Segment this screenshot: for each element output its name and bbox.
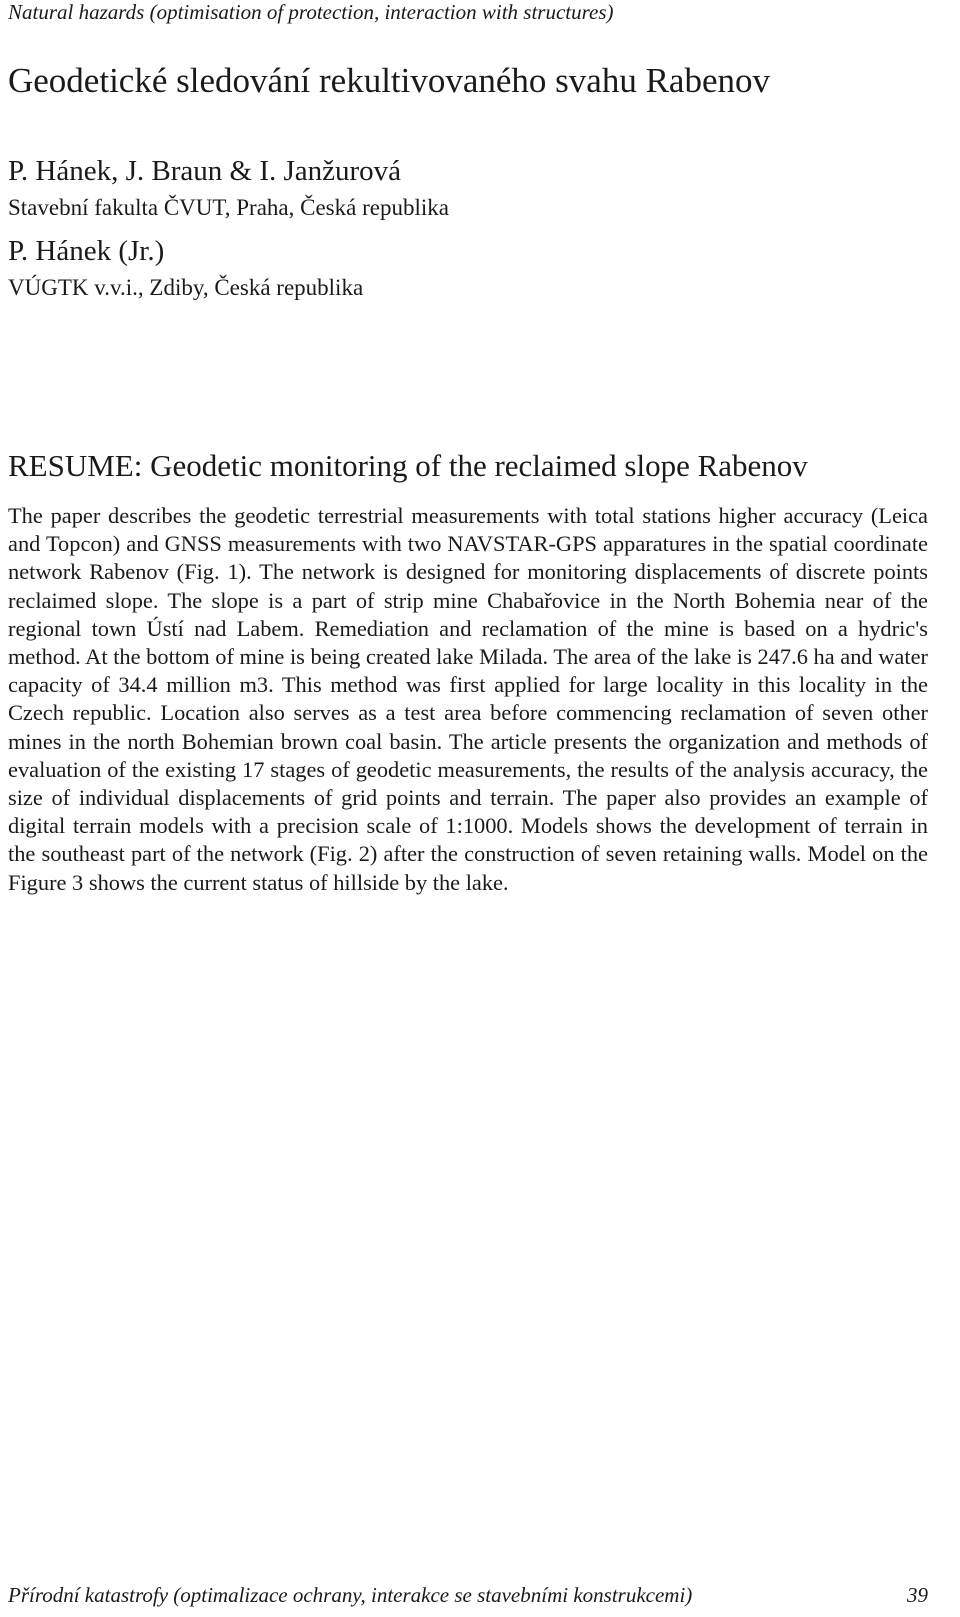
author-affiliation-1: Stavební fakulta ČVUT, Praha, Česká republika xyxy=(8,195,449,220)
author-names-1: P. Hánek, J. Braun & I. Janžurová xyxy=(8,155,402,187)
running-head: Natural hazards (optimisation of protection, interaction with structures) xyxy=(8,0,614,24)
paper-title: Geodetické sledování rekultivovaného svahu Rabenov xyxy=(8,61,771,100)
author-names-2: P. Hánek (Jr.) xyxy=(8,235,165,267)
resume-text: The paper describes the geodetic terrestrial measurements with total stations higher accuracy (Leica and Topcon) and GNSS measurements with two NAVSTAR-GPS apparatures in the spatial coordinate network Rabenov (Fig. 1). The network is designed for monitoring displacements of discrete points reclaimed slope. The slope is a part of strip mine Chabařovice in the North Bohemia near of the regional town Ústí nad Labem. Remediation and reclamation of the mine is based on a hydric's method. At the bottom of mine is being created lake Milada. The area of the lake is 247.6 ha and water capacity of 34.4 million m3. This method was first applied for large locality in this locality in the Czech republic. Location also serves as a test area before commencing reclamation of seven other mines in the north Bohemian brown coal basin. The article presents the organization and methods of evaluation of the existing 17 stages of geodetic measurements, the results of the analysis accuracy, the size of individual displacements of grid points and terrain. The paper also provides an example of digital terrain models with a precision scale of 1:1000. Models shows the development of terrain in the southeast part of the network (Fig. 2) after the construction of seven retaining walls. Model on the Figure 3 shows the current status of hillside by the lake. xyxy=(8,503,928,895)
author-affiliation-2: VÚGTK v.v.i., Zdiby, Česká republika xyxy=(8,275,364,300)
page-number: 39 xyxy=(907,1583,928,1607)
page-footer xyxy=(8,1583,928,1608)
resume-heading: RESUME: Geodetic monitoring of the reclaimed slope Rabenov xyxy=(8,448,808,483)
footer-journal-title: Přírodní katastrofy (optimalizace ochrany, interakce se stavebními konstrukcemi) xyxy=(8,1583,693,1607)
